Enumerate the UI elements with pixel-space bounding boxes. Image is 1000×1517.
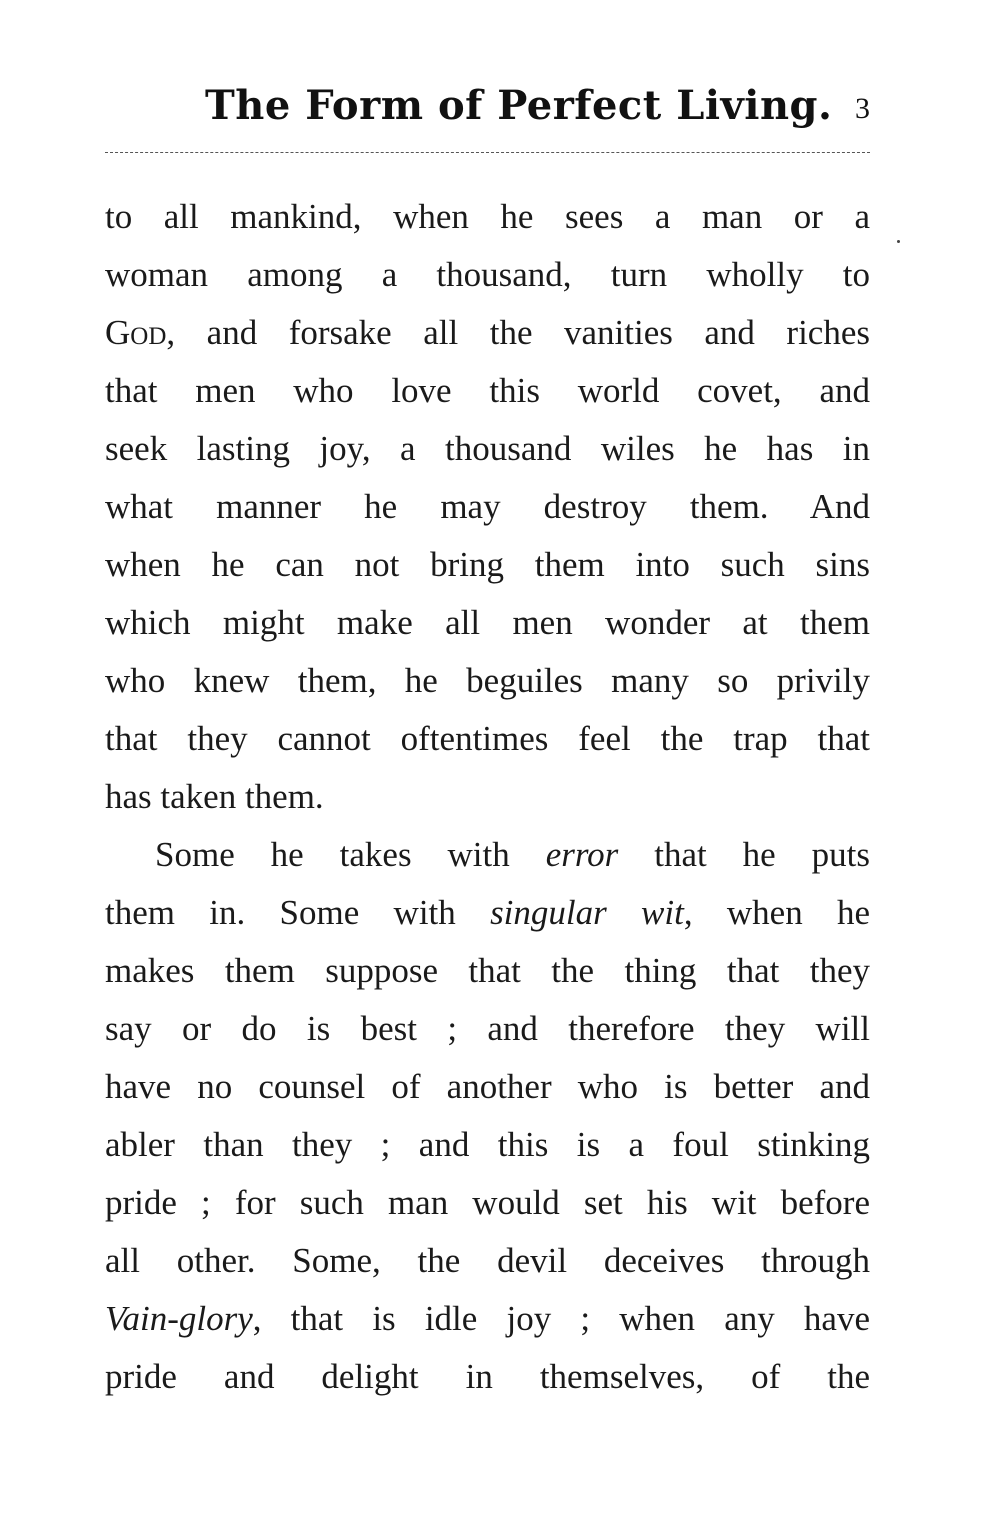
header-rule xyxy=(105,152,870,153)
text-fragment: that he puts xyxy=(618,835,870,874)
text-line: say or do is best ; and therefore they will xyxy=(105,1009,870,1048)
text-line: seek lasting joy, a thousand wiles he has in xyxy=(105,429,870,468)
text-line: to all mankind, when he sees a man or a xyxy=(105,197,870,236)
text-fragment: , when he xyxy=(683,893,871,932)
italic-term: error xyxy=(545,835,619,874)
paragraph-2 xyxy=(105,826,870,1406)
print-speck xyxy=(897,240,900,243)
text-fragment: them in. Some with xyxy=(105,893,491,932)
text-line: pride and delight in themselves, of the xyxy=(105,1357,870,1396)
page-number: 3 xyxy=(855,92,870,125)
text-line: what manner he may destroy them. And xyxy=(105,487,870,526)
text-line: which might make all men wonder at them xyxy=(105,603,870,642)
running-head xyxy=(105,78,870,148)
text-line: woman among a thousand, turn wholly to xyxy=(105,255,870,294)
text-line xyxy=(105,826,870,884)
running-title: The Form of Perfect Living. xyxy=(205,82,833,129)
text-line: all other. Some, the devil deceives through xyxy=(105,1241,870,1280)
paragraph-1 xyxy=(105,188,870,826)
text-line: makes them suppose that the thing that they xyxy=(105,951,870,990)
text-fragment: , and forsake all the vanities and riches xyxy=(166,313,870,352)
body-text xyxy=(105,188,870,1406)
text-line: has taken them. xyxy=(105,777,324,816)
text-fragment: , that is idle joy ; when any have xyxy=(252,1299,870,1338)
text-line xyxy=(105,1290,870,1348)
text-line: abler than they ; and this is a foul stinking xyxy=(105,1125,870,1164)
text-line: pride ; for such man would set his wit before xyxy=(105,1183,870,1222)
italic-term: Vain-glory xyxy=(105,1299,253,1338)
text-line xyxy=(105,304,870,362)
italic-term: singular wit xyxy=(490,893,684,932)
text-line: that men who love this world covet, and xyxy=(105,371,870,410)
text-line: who knew them, he beguiles many so privily xyxy=(105,661,870,700)
text-line: that they cannot oftentimes feel the trap that xyxy=(105,719,870,758)
text-line: have no counsel of another who is better and xyxy=(105,1067,870,1106)
small-caps-god: God xyxy=(105,313,167,352)
text-fragment: Some he takes with xyxy=(155,835,546,874)
text-line: when he can not bring them into such sins xyxy=(105,545,870,584)
text-line xyxy=(105,884,870,942)
